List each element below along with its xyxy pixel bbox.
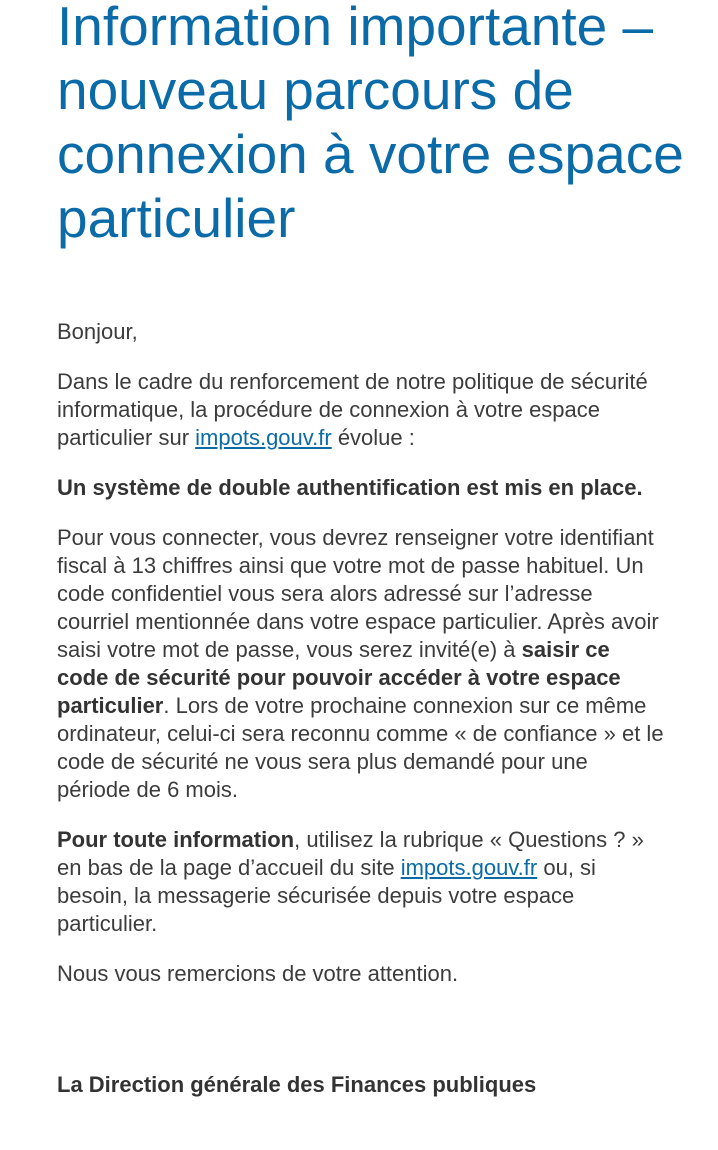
impots-link[interactable]: impots.gouv.fr — [195, 425, 332, 450]
details-bold-text: saisir ce code de sécurité pour pouvoir accéder à votre espace particulier — [57, 637, 621, 718]
intro-text: Dans le cadre du renforcement de notre politique de sécurité informatique, la procédure de connexion à votre espace particulier sur — [57, 369, 648, 450]
intro-text-end: évolue : — [331, 425, 415, 450]
info-paragraph — [57, 826, 667, 938]
info-text: , utilisez la rubrique « Questions ? » en bas de la page d’accueil du site — [57, 827, 644, 880]
announcement-text: Un système de double authentification est mis en place. — [57, 475, 643, 500]
info-text-end: ou, si besoin, la messagerie sécurisée depuis votre espace particulier. — [57, 855, 596, 936]
signature: La Direction générale des Finances publiques — [57, 1072, 537, 1097]
announcement-paragraph — [57, 474, 667, 502]
info-bold-text: Pour toute information — [57, 827, 295, 852]
details-paragraph — [57, 524, 667, 804]
email-body — [57, 318, 667, 1010]
intro-paragraph — [57, 368, 667, 452]
impots-link-2[interactable]: impots.gouv.fr — [400, 855, 538, 880]
thanks-paragraph: Nous vous remercions de votre attention. — [57, 961, 459, 986]
greeting: Bonjour, — [57, 319, 138, 344]
details-text-end: . Lors de votre prochaine connexion sur ce même ordinateur, celui-ci sera reconnu comme « de confiance » et le code de sécurité ne vous sera plus demandé pour une période de 6 mois. — [57, 693, 664, 802]
details-text: Pour vous connecter, vous devrez renseigner votre identifiant fiscal à 13 chiffres ainsi que votre mot de passe habituel. Un code confidentiel vous sera alors adressé sur l’adresse courriel mentionnée dans votre espace particulier. Après avoir saisi votre mot de passe, vous serez invité(e) à — [57, 525, 659, 662]
email-title: Information importante – nouveau parcours de connexion à votre espace particulier — [57, 0, 684, 249]
